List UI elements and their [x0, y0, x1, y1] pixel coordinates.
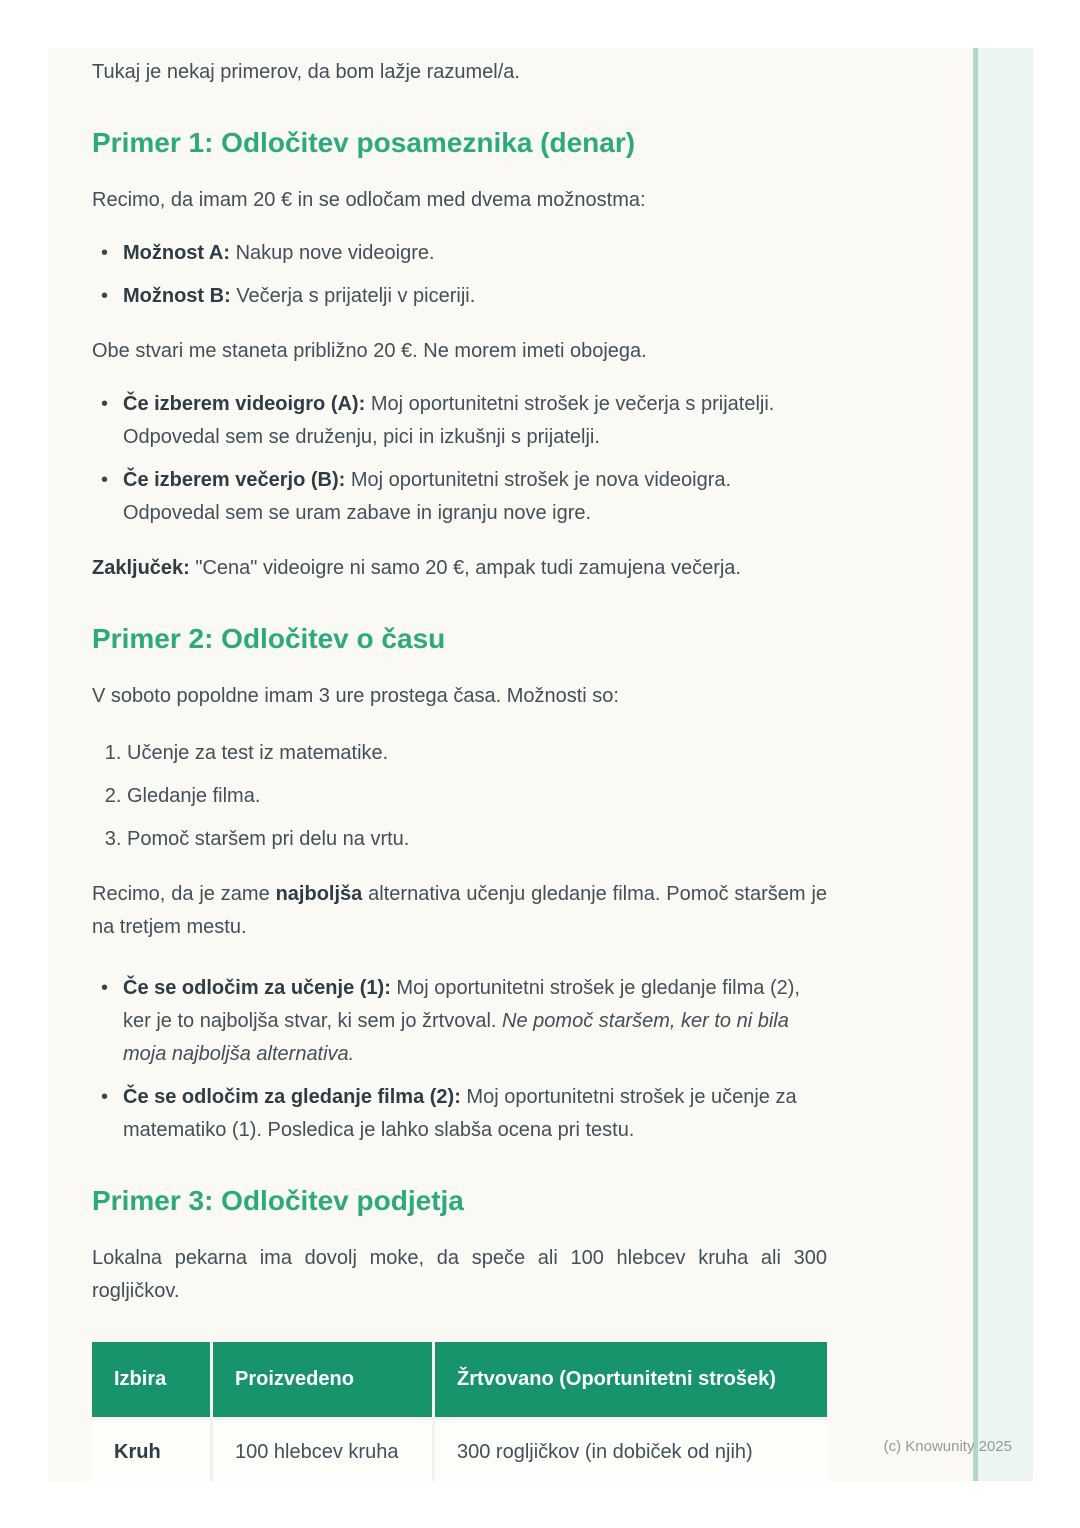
choice-italic-text: Ne pomoč staršem, ker to ni bila moja najboljša alternativa. — [123, 1010, 789, 1065]
list-item — [92, 972, 827, 1071]
table-header-cell: Proizvedeno — [213, 1342, 435, 1417]
table-header-cell: Izbira — [92, 1342, 213, 1417]
choice-label: Če se odločim za učenje (1): — [123, 977, 391, 999]
table-cell: 300 rogljičkov (in dobiček od njih) — [435, 1417, 827, 1481]
section1-conclusion — [92, 552, 827, 585]
option-label: Možnost B: — [123, 285, 231, 307]
choice-text: Moj oportunitetni strošek je večerja s prijatelji. Odpovedal sem se druženju, pici in izkušnji s prijatelji. — [123, 393, 775, 448]
choice-text: Moj oportunitetni strošek je gledanje filma (2), ker je to najboljša stvar, ki sem jo žrtvoval. — [123, 977, 800, 1032]
list-item — [92, 237, 827, 270]
choice-label: Če se odločim za gledanje filma (2): — [123, 1086, 461, 1108]
conclusion-text: "Cena" videoigre ni samo 20 €, ampak tudi zamujena večerja. — [189, 557, 741, 579]
section1-title: Primer 1: Odločitev posameznika (denar) — [92, 127, 636, 158]
section2-title: Primer 2: Odločitev o času — [92, 623, 446, 654]
section1-middle: Obe stvari me staneta približno 20 €. Ne morem imeti obojega. — [92, 340, 647, 362]
conclusion-label: Zaključek: — [92, 557, 190, 579]
table-header-cell: Žrtvovano (Oportunitetni strošek) — [435, 1342, 827, 1417]
section2-numbered-list — [92, 737, 827, 856]
section2-choices-list — [92, 972, 827, 1147]
paragraph-bold: najboljša — [275, 883, 363, 905]
section1-choices-list — [92, 388, 827, 530]
choice-text: Moj oportunitetni strošek je učenje za matematiko (1). Posledica je lahko slabša ocena pri testu. — [123, 1086, 797, 1141]
list-item — [92, 464, 827, 530]
numbered-item: 3. Pomoč staršem pri delu na vrtu. — [127, 823, 827, 856]
section1-options-list — [92, 237, 827, 313]
option-label: Možnost A: — [123, 242, 231, 264]
decorative-green-sidebar — [973, 48, 1033, 1481]
section1-intro: Recimo, da imam 20 € in se odločam med dvema možnostma: — [92, 189, 646, 211]
paragraph-text: Recimo, da je zame — [92, 883, 276, 905]
numbered-item: 1. Učenje za test iz matematike. — [127, 737, 827, 770]
choice-label: Če izberem videoigro (A): — [123, 393, 366, 415]
section2-intro: V soboto popoldne imam 3 ure prostega časa. Možnosti so: — [92, 685, 619, 707]
list-item — [92, 280, 827, 313]
document-page — [48, 48, 1033, 1481]
list-item — [92, 388, 827, 454]
option-text: Nakup nove videoigre. — [230, 242, 435, 264]
table-cell: 100 hlebcev kruha — [213, 1417, 435, 1481]
numbered-item: 2. Gledanje filma. — [127, 780, 827, 813]
section3-title: Primer 3: Odločitev podjetja — [92, 1185, 464, 1216]
table-header-row — [92, 1342, 827, 1417]
opportunity-cost-table — [92, 1342, 827, 1481]
intro-paragraph: Tukaj je nekaj primerov, da bom lažje razumel/a. — [92, 61, 520, 83]
table-row — [92, 1417, 827, 1481]
table-cell: Kruh — [92, 1417, 213, 1481]
option-text: Večerja s prijatelji v piceriji. — [230, 285, 476, 307]
paragraph-text: alternativa učenju gledanje filma. Pomoč staršem je na tretjem mestu. — [92, 883, 828, 938]
choice-label: Če izberem večerjo (B): — [123, 469, 346, 491]
section2-paragraph — [92, 878, 827, 944]
document-content — [92, 48, 827, 1481]
list-item — [92, 1081, 827, 1147]
section3-intro: Lokalna pekarna ima dovolj moke, da speče ali 100 hlebcev kruha ali 300 rogljičkov. — [92, 1247, 827, 1302]
choice-text: Moj oportunitetni strošek je nova videoigra. Odpovedal sem se uram zabave in igranju nove igre. — [123, 469, 732, 524]
copyright-watermark: (c) Knowunity 2025 — [883, 1438, 1012, 1455]
